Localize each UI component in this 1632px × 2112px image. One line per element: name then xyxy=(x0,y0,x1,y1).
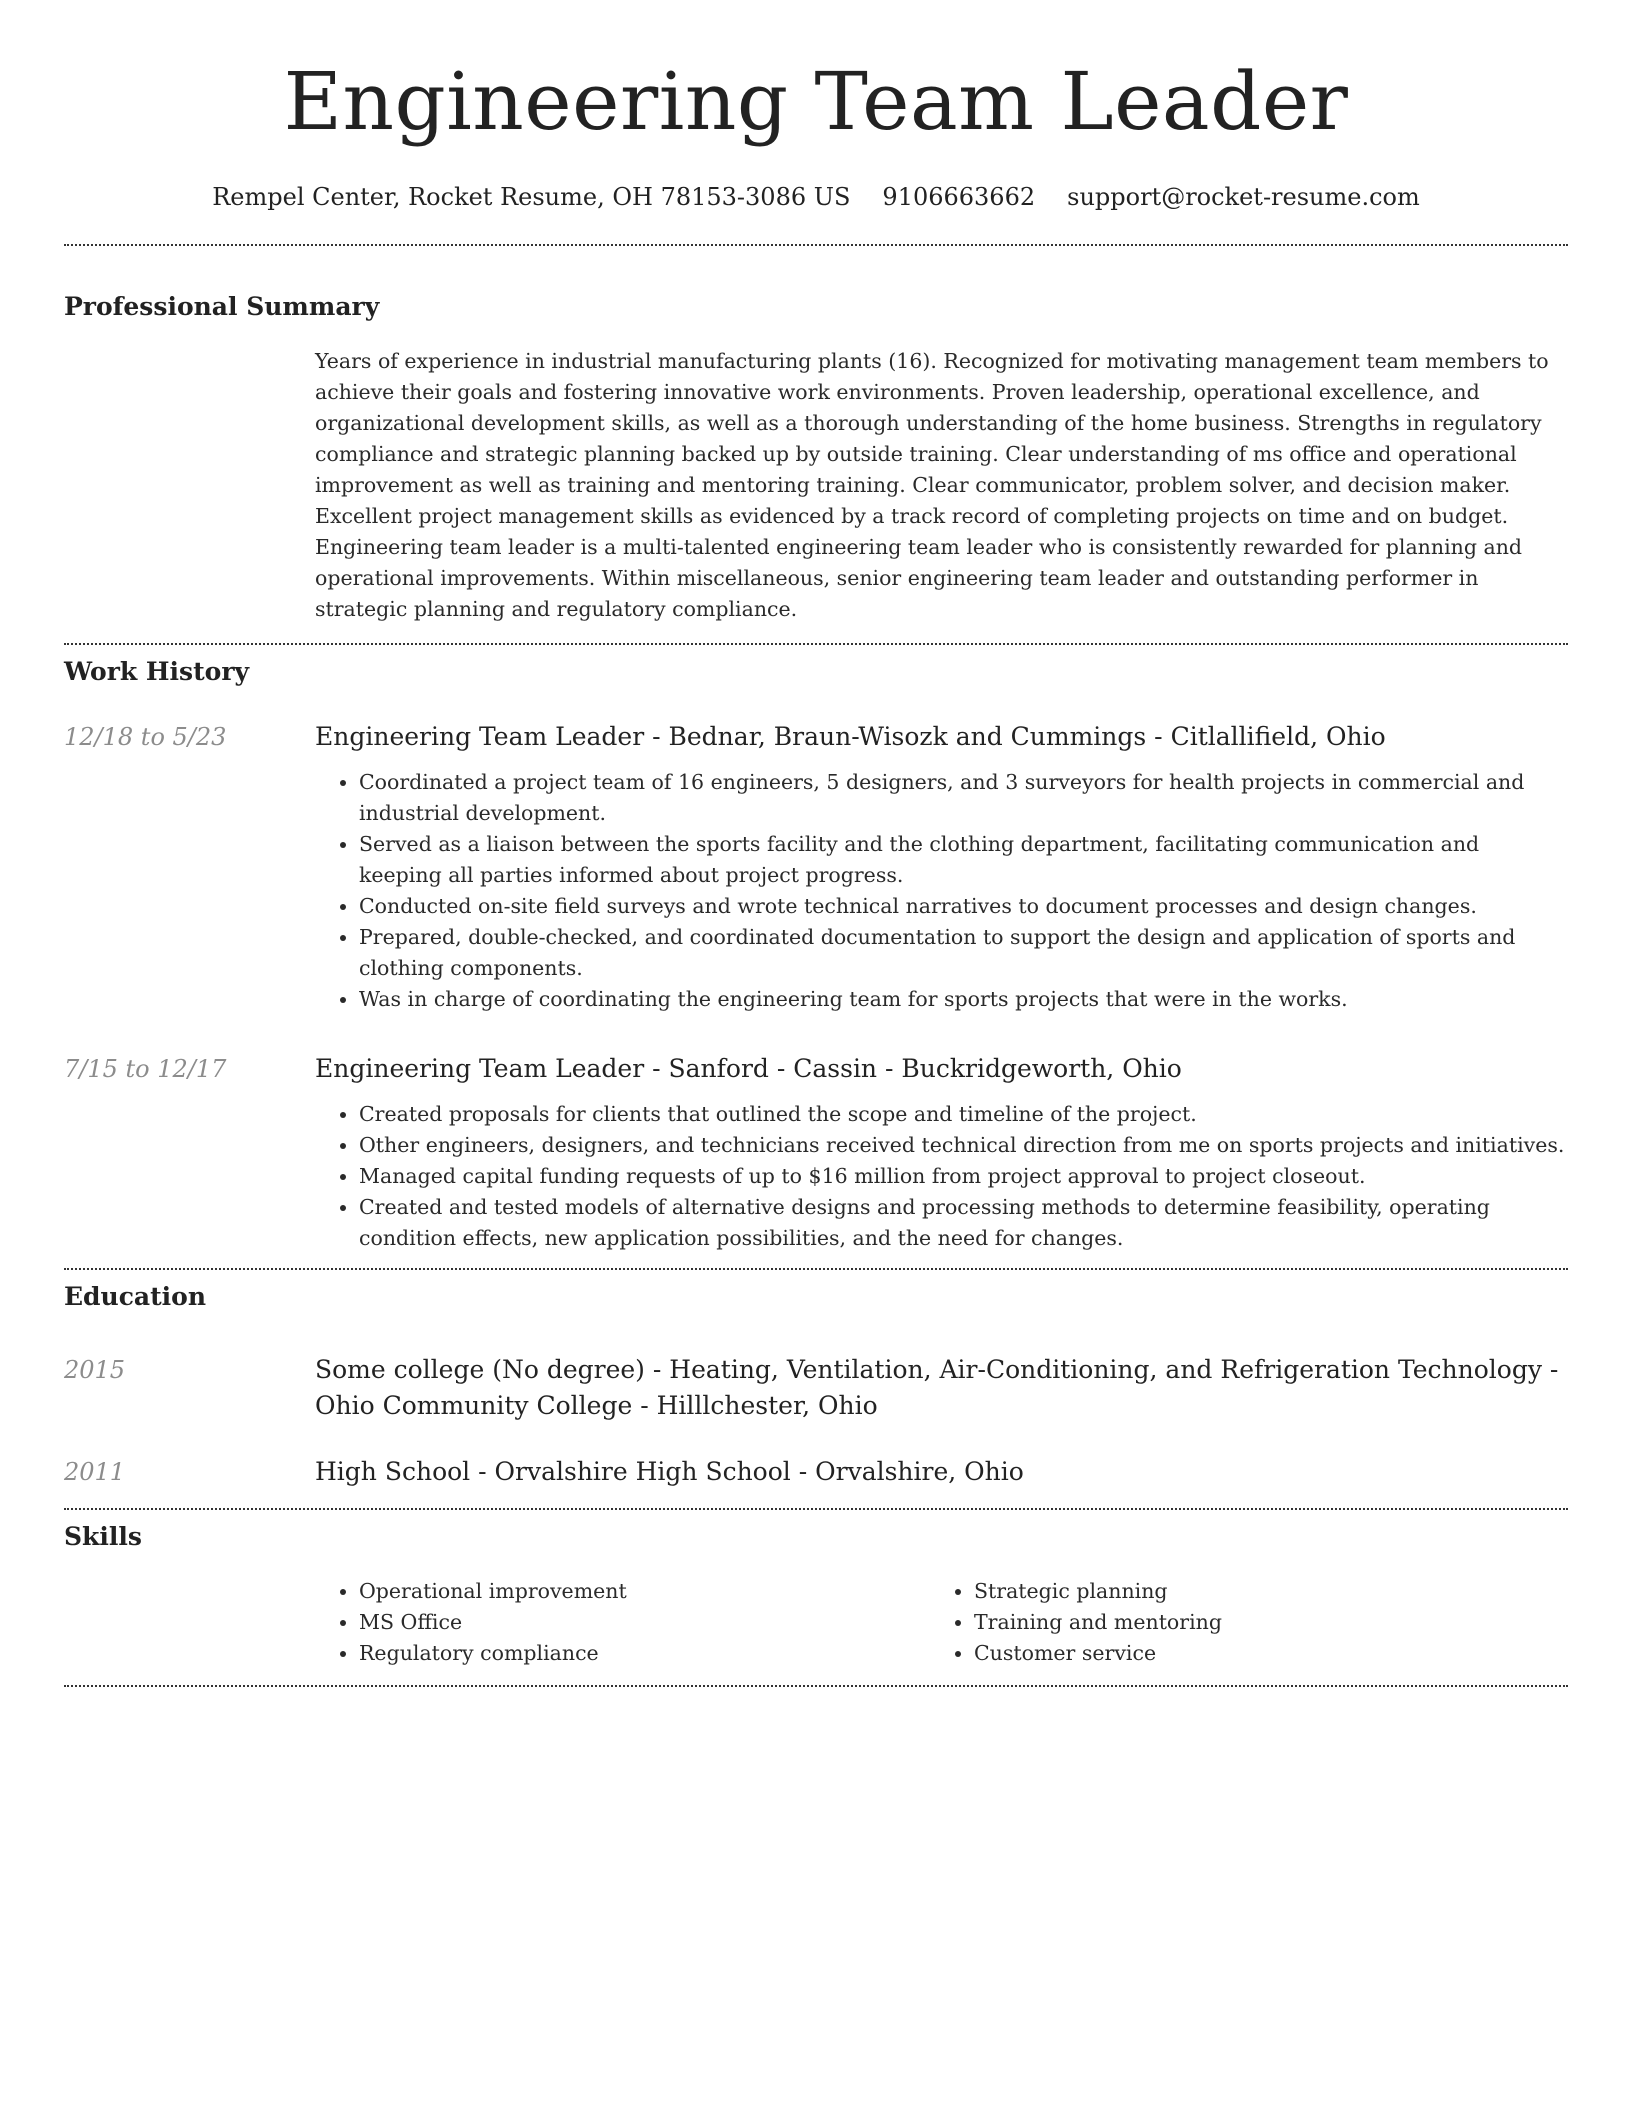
education-heading: High School - Orvalshire High School - Orvalshire, Ohio xyxy=(315,1457,1024,1486)
section-title-work-history: Work History xyxy=(64,657,250,686)
work-dates: 7/15 to 12/17 xyxy=(64,1055,227,1083)
education-year: 2015 xyxy=(64,1356,126,1384)
work-heading: Engineering Team Leader - Sanford - Cassin - Buckridgeworth, Ohio xyxy=(315,1054,1182,1083)
education-year: 2011 xyxy=(64,1458,126,1486)
contact-email: support@rocket-resume.com xyxy=(1067,183,1420,211)
work-dates: 12/18 to 5/23 xyxy=(64,723,227,751)
work-bullets xyxy=(315,1099,1568,1254)
list-item: • Coordinated a project team of 16 engineers, 5 designers, and 3 surveyors for health projects in commercial and industrial development. xyxy=(359,767,1568,829)
summary-section xyxy=(64,292,1568,625)
education-heading: Some college (No degree) - Heating, Ventilation, Air-Conditioning, and Refrigeration Technology - Ohio Community College - Hilllchester, Ohio xyxy=(315,1355,1559,1420)
contact-phone: 9106663662 xyxy=(882,183,1036,211)
candidate-name: Engineering Team Leader xyxy=(283,55,1349,148)
work-history-section xyxy=(64,657,1568,1268)
list-item: • Managed capital funding requests of up to $16 million from project approval to project closeout. xyxy=(359,1161,1568,1192)
education-entry xyxy=(64,1352,1568,1424)
section-title-skills: Skills xyxy=(64,1522,142,1551)
contact-line xyxy=(64,182,1568,212)
education-entry xyxy=(64,1454,1568,1490)
list-item: • Conducted on-site field surveys and wrote technical narratives to document processes and design changes. xyxy=(359,891,1568,922)
skill-item: • Strategic planning xyxy=(974,1576,1545,1607)
divider xyxy=(64,643,1568,645)
work-bullets xyxy=(315,767,1568,1015)
list-item: • Other engineers, designers, and technicians received technical direction from me on sports projects and initiatives. xyxy=(359,1130,1568,1161)
work-heading: Engineering Team Leader - Bednar, Braun-Wisozk and Cummings - Citlallifield, Ohio xyxy=(315,722,1386,751)
skill-item: • Customer service xyxy=(974,1638,1545,1669)
work-entry xyxy=(64,1051,1568,1254)
skills-column-left xyxy=(315,1576,930,1669)
education-section xyxy=(64,1282,1568,1508)
work-details xyxy=(315,1051,1568,1254)
divider xyxy=(64,1685,1568,1687)
work-entry xyxy=(64,719,1568,1015)
list-item: • Prepared, double-checked, and coordinated documentation to support the design and application of sports and clothing components. xyxy=(359,922,1568,984)
list-item: • Served as a liaison between the sports facility and the clothing department, facilitating communication and keeping all parties informed about project progress. xyxy=(359,829,1568,891)
divider xyxy=(64,1268,1568,1270)
skills-section xyxy=(64,1522,1568,1669)
section-title-education: Education xyxy=(64,1282,207,1311)
work-details xyxy=(315,719,1568,1015)
summary-text: Years of experience in industrial manufacturing plants (16). Recognized for motivating management team members to achieve their goals and fostering innovative work environments. Proven leadership, operational excellence, and organizational development skills, as well as a thorough understanding of the home business. Strengths in regulatory compliance and strategic planning backed up by outside training. Clear understanding of ms office and operational improvement as well as training and mentoring training. Clear communicator, problem solver, and decision maker. Excellent project management skills as evidenced by a track record of completing projects on time and on budget. Engineering team leader is a multi-talented engineering team leader who is consistently rewarded for planning and operational improvements. Within miscellaneous, senior engineering team leader and outstanding performer in strategic planning and regulatory compliance. xyxy=(315,349,1549,621)
skills-column-right xyxy=(930,1576,1545,1669)
divider xyxy=(64,1508,1568,1510)
list-item: • Created and tested models of alternative designs and processing methods to determine feasibility, operating condition effects, new application possibilities, and the need for changes. xyxy=(359,1192,1568,1254)
skill-item: • MS Office xyxy=(359,1607,930,1638)
resume-header xyxy=(64,0,1568,212)
list-item: • Created proposals for clients that outlined the scope and timeline of the project. xyxy=(359,1099,1568,1130)
divider xyxy=(64,244,1568,246)
skills-list xyxy=(315,1576,1568,1669)
skill-item: • Training and mentoring xyxy=(974,1607,1545,1638)
contact-address: Rempel Center, Rocket Resume, OH 78153-3086 US xyxy=(212,183,851,211)
list-item: • Was in charge of coordinating the engineering team for sports projects that were in the works. xyxy=(359,984,1568,1015)
skill-item: • Regulatory compliance xyxy=(359,1638,930,1669)
section-title-summary: Professional Summary xyxy=(64,292,380,321)
skill-item: • Operational improvement xyxy=(359,1576,930,1607)
